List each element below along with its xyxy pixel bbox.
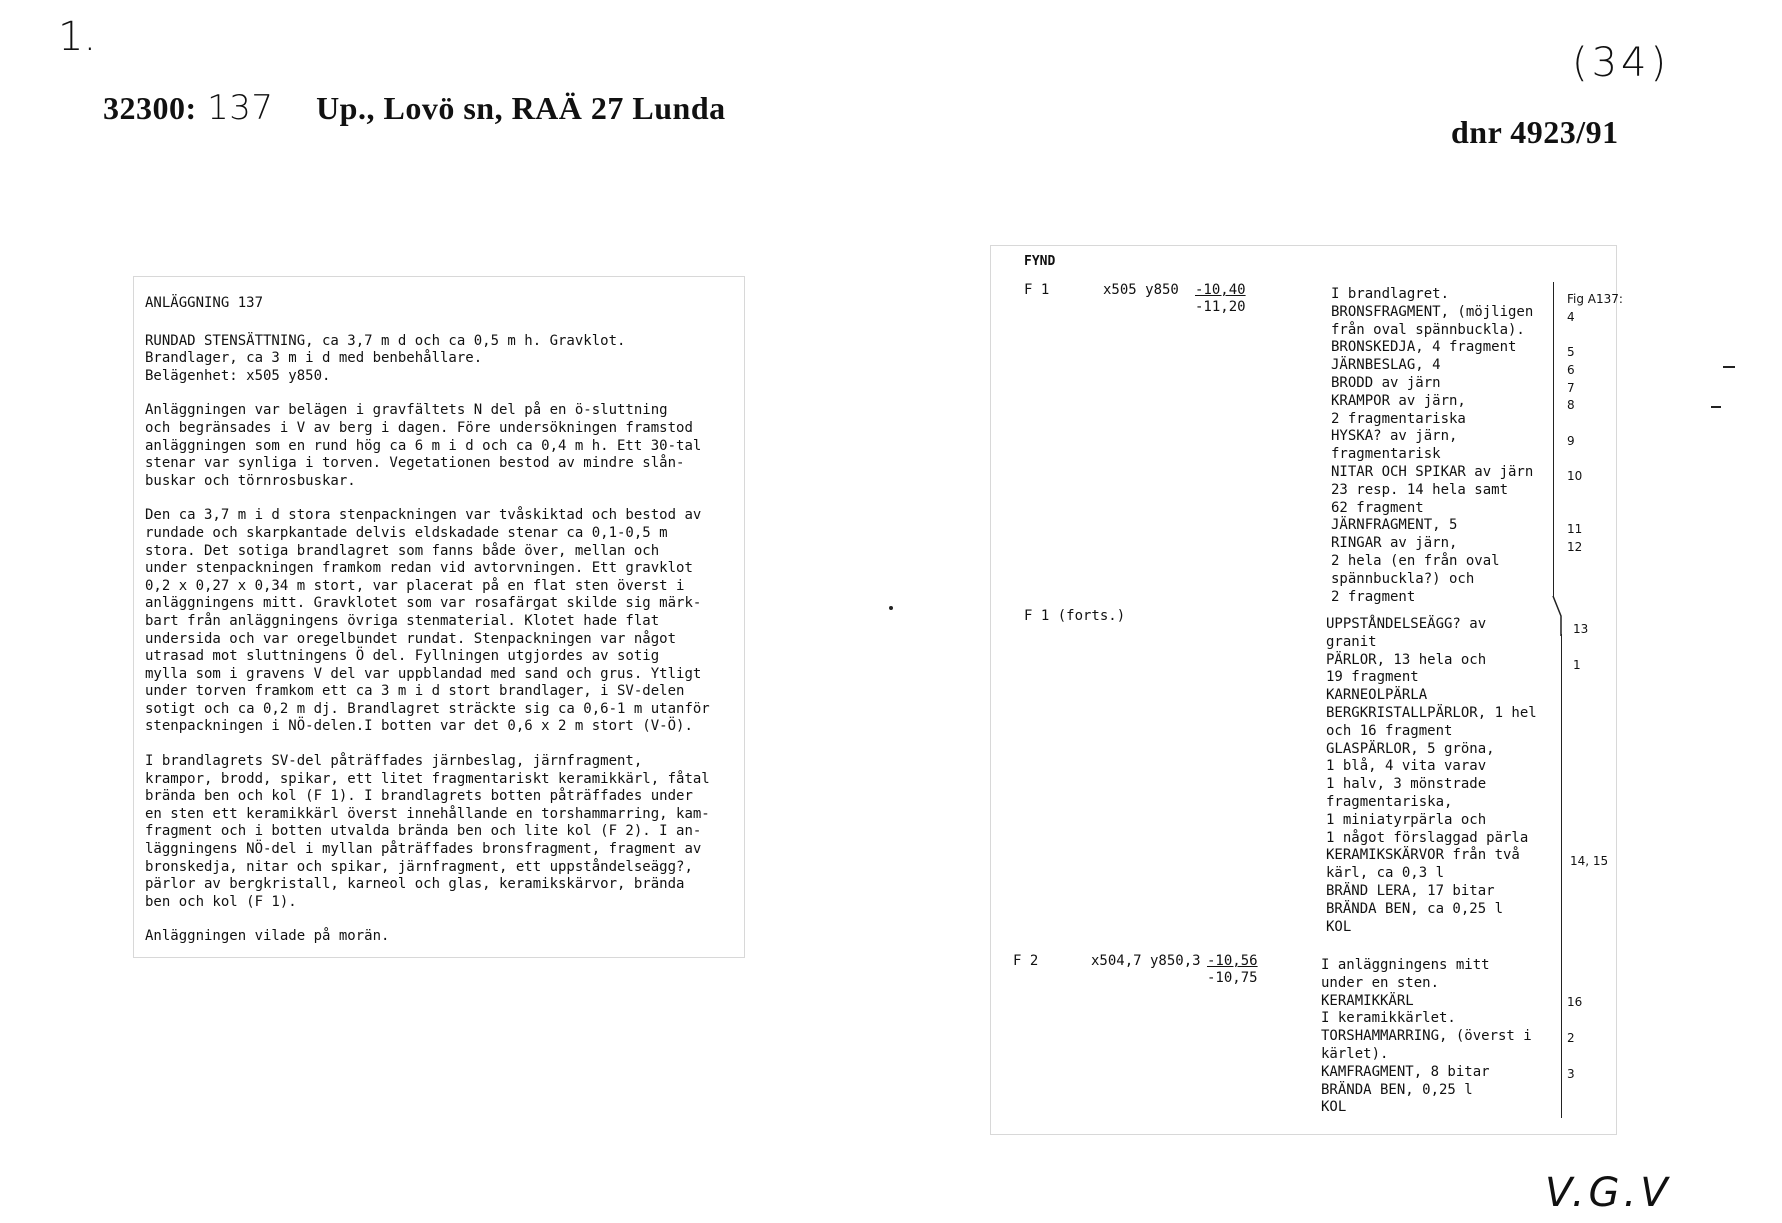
fig-f2-keramikkarl: 16 bbox=[1567, 995, 1583, 1009]
find-f2-depth bbox=[1207, 953, 1258, 987]
left-slip bbox=[133, 276, 745, 958]
find-f1-coords: x505 y850 bbox=[1103, 282, 1179, 298]
corner-mark: 1. bbox=[58, 14, 97, 60]
fig-f1-nitar: 10 bbox=[1567, 469, 1583, 483]
find-f1-depth-bottom: -11,20 bbox=[1195, 299, 1246, 315]
find-f1-depth bbox=[1195, 282, 1246, 316]
find-f2-coords: x504,7 y850,3 bbox=[1091, 953, 1201, 969]
finds-heading: FYND bbox=[1024, 254, 1056, 269]
catalog-number: 137 bbox=[207, 88, 274, 128]
fig-f1-bronsfragment: 4 bbox=[1567, 310, 1575, 324]
description-paragraph-2: Anläggningen var belägen i gravfältets N del på en ö-sluttning och begränsades i V av berg i dagen. Före undersökningen framstod anläggningen som en rund hög ca 6 m i d och ca 0,4 m h. Ett 30-tal stenar var synliga i torven. Vegetationen bestod av mindre slån- buskar och törnrosbuskar. bbox=[145, 402, 702, 489]
site-name: Up., Lovö sn, RAÄ 27 Lunda bbox=[316, 90, 726, 126]
find-f1-depth-top: -10,40 bbox=[1195, 282, 1246, 298]
fig-f1c-parlor: 1 bbox=[1573, 658, 1581, 672]
dnr-label: dnr 4923/91 bbox=[1451, 114, 1619, 150]
scan-dot-mark bbox=[889, 606, 893, 610]
fig-f1-brodd: 7 bbox=[1567, 381, 1575, 395]
find-f2-text: I anläggningens mitt under en sten. KERAMIKKÄRL I keramikkärlet. TORSHAMMARRING, (överst i kärlet). KAMFRAGMENT, 8 bitar BRÄNDA BEN, 0,25 l KOL bbox=[1321, 957, 1532, 1116]
left-slip-content bbox=[145, 295, 740, 946]
catalog-prefix: 32300: bbox=[103, 90, 197, 126]
fig-f2-kamfragment: 3 bbox=[1567, 1067, 1575, 1081]
find-f1-text: I brandlagret. BRONSFRAGMENT, (möjligen från oval spännbuckla). BRONSKEDJA, 4 fragment JÄRNBESLAG, 4 BRODD av järn KRAMPOR av järn, 2 fragmentariska HYSKA? av järn, fragmentarisk NITAR OCH SPIKAR av järn 23 resp. 14 hela samt 62 fragment JÄRNFRAGMENT, 5 RINGAR av järn, 2 hela (en från oval spännbuckla?) och 2 fragment bbox=[1331, 286, 1534, 605]
right-slip bbox=[990, 245, 1623, 1135]
description-paragraph-1: RUNDAD STENSÄTTNING, ca 3,7 m d och ca 0,5 m h. Gravklot. Brandlager, ca 3 m i d med benbehållare. Belägenhet: x505 y850. bbox=[145, 332, 626, 384]
find-f1-cont-label: F 1 (forts.) bbox=[1024, 608, 1126, 624]
fig-f1-krampor: 8 bbox=[1567, 398, 1575, 412]
scan-edge-mark-2 bbox=[1711, 406, 1721, 408]
fig-column-divider-upper bbox=[1553, 282, 1554, 598]
fig-f1-jarnbeslag: 6 bbox=[1567, 363, 1575, 377]
fig-f1-ringar: 12 bbox=[1567, 540, 1583, 554]
find-f1-label: F 1 bbox=[1024, 282, 1050, 298]
fig-column-divider-bend bbox=[1547, 596, 1567, 636]
find-f2-depth-top: -10,56 bbox=[1207, 953, 1258, 969]
feature-title: ANLÄGGNING 137 bbox=[145, 295, 264, 311]
fig-f1c-uppstandelseagg: 13 bbox=[1573, 622, 1589, 636]
fig-column-divider-lower bbox=[1561, 634, 1562, 1118]
fig-f1-hyska: 9 bbox=[1567, 434, 1575, 448]
find-f2-depth-bottom: -10,75 bbox=[1207, 970, 1258, 986]
fig-f2-torshammarring: 2 bbox=[1567, 1031, 1575, 1045]
fig-f1c-keramikskarvor: 14, 15 bbox=[1570, 854, 1609, 868]
find-f1-cont-text: UPPSTÅNDELSEÄGG? av granit PÄRLOR, 13 hela och 19 fragment KARNEOLPÄRLA BERGKRISTALLPÄRLOR, 1 hel och 16 fragment GLASPÄRLOR, 5 gröna, 1 blå, 4 vita varav 1 halv, 3 mönstrade fragmentariska, 1 miniatyrpärla och 1 något förslaggad pärla KERAMIKSKÄRVOR från två kärl, ca 0,3 l BRÄND LERA, 17 bitar BRÄNDA BEN, ca 0,25 l KOL bbox=[1326, 616, 1537, 935]
fig-header: Fig A137: bbox=[1567, 292, 1623, 306]
page-number: (34) bbox=[1572, 40, 1671, 86]
description-paragraph-4: I brandlagrets SV-del påträffades järnbeslag, järnfragment, krampor, brodd, spikar, ett litet fragmentariskt keramikkärl, fåtal brända ben och kol (F 1). I brandlagrets botten påträffades under en sten ett keramikkärl överst innehållande en torshammarring, kam- fragment och i botten utvalda brända ben och lite kol (F 2). I an- läggningens NÖ-del i myllan påträffades bronsfragment, fragment av bronskedja, nitar och spikar, järnfragment, ett uppståndelseägg?, pärlor av bergkristall, karneol och glas, keramikskärvor, brända ben och kol (F 1). bbox=[145, 753, 710, 910]
header-line bbox=[103, 88, 726, 128]
fig-f1-jarnfragment: 11 bbox=[1567, 522, 1583, 536]
fig-f1-bronskedja: 5 bbox=[1567, 345, 1575, 359]
scan-edge-mark-1 bbox=[1723, 366, 1735, 368]
description-paragraph-3: Den ca 3,7 m i d stora stenpackningen var tvåskiktad och bestod av rundade och skarpkantade delvis eldskadade stenar ca 0,1-0,5 m stora. Det sotiga brandlagret som fanns både över, mellan och under stenpackningen framkom redan vid avtorvningen. Ett gravklot 0,2 x 0,27 x 0,34 m stort, var placerat på en flat sten överst i anläggningens mitt. Gravklotet som var rosafärgat skilde sig märk- bart från anläggningens övriga stenmaterial. Klotet hade flat undersida och var oregelbundet rundat. Stenpackningen var något utrasad mot sluttningens Ö del. Fyllningen utgjordes av sotig mylla som i gravens V del var uppblandad med sand och grus. Ytligt under torven framkom ett ca 3 m i d stort brandlager, i SV-delen sotigt och ca 0,2 m dj. Brandlagret sträckte sig ca 0,6-1 m utanför stenpackningen i NÖ-delen.I botten var det 0,6 x 2 m stort (V-Ö). bbox=[145, 507, 710, 735]
description-paragraph-5: Anläggningen vilade på morän. bbox=[145, 928, 390, 945]
signature: V.G.V bbox=[1545, 1170, 1672, 1216]
find-f2-label: F 2 bbox=[1013, 953, 1039, 969]
